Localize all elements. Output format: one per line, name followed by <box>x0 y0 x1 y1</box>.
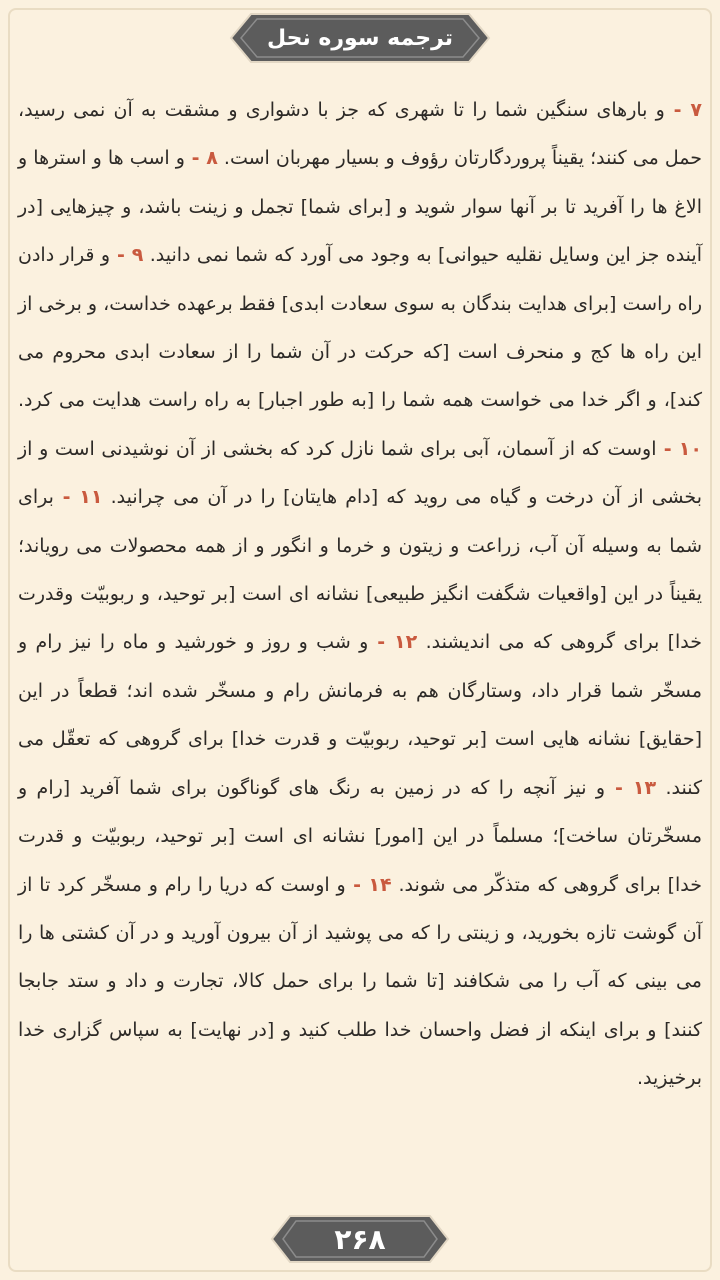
verse-separator: - <box>605 776 633 799</box>
verse-number: ۱۰ <box>678 437 702 460</box>
verse-text: و نیز آنچه را که در زمین به رنگ های گوناگون برای شما آفرید [رام و مسخّرتان ساخت]؛ مسلماً در این [امور] نشانه ای است [بر توحید، ربوبیّت و قدرت خدا] برای گروهی که متذکّر می شوند. <box>18 776 702 896</box>
verse-number: ۱۲ <box>394 631 418 654</box>
verse-number: ۱۳ <box>632 776 657 799</box>
verse-text: اوست که از آسمان، آبی برای شما نازل کرد که بخشی از آن نوشیدنی است و از بخشی از آن درخت و گیاه می روید که [دام هایتان] را در آن می چرانید. <box>18 437 702 509</box>
verse-text: و شب و روز و خورشید و ماه را نیز رام و مسخّر شما قرار داد، وستارگان هم به فرمانش رام و مسخّر شده اند؛ قطعاً در این [حقایق] نشانه هایی است [بر توحید، ربوبیّت و قدرت خدا] برای گروهی که تعقّل می کنند. <box>18 631 702 799</box>
verse-separator: - <box>664 99 691 121</box>
verse-separator: - <box>184 147 207 170</box>
verse-separator: - <box>110 244 132 267</box>
verse-separator: - <box>656 437 679 460</box>
translation-body <box>18 86 702 1103</box>
verse-separator: - <box>53 486 80 509</box>
page-number: ۲۶۸ <box>334 1222 386 1256</box>
verse-text: و اوست که دریا را رام و مسخّر کرد تا از آن گوشت تازه بخورید، و زینتی را که می پوشید از آن بیرون آورید و در آن کشتی ها را می بینی که آب را می شکافند [تا شما را برای حمل کالا، تجارت و داد و ستد جابجا کنند] و برای اینکه از فضل واحسان خدا طلب کنید و [در نهایت] به سپاس گزاری خدا برخیزید. <box>18 873 702 1090</box>
verse-number: ۹ <box>131 244 144 267</box>
page-number-badge <box>270 1214 450 1264</box>
verse-number: ۷ <box>690 99 702 121</box>
verse-separator: - <box>345 873 369 896</box>
verse-text: و اسب ها و استرها و الاغ ها را آفرید تا بر آنها سوار شوید و [برای شما] تجمل و زینت باشد، و چیزهایی [در آینده جز این وسایل نقلیه حیوانی] به وجود می آورد که شما نمی دانید. <box>18 147 702 267</box>
verse-text: برای شما به وسیله آن آب، زراعت و زیتون و خرما و انگور و از همه محصولات می رویاند؛ یقیناً در این [واقعیات شگفت انگیز طبیعی] نشانه ای است [بر توحید، و ربوبیّت وقدرت خدا] برای گروهی که می اندیشند. <box>18 486 703 654</box>
verse-text: و بارهای سنگین شما را تا شهری که جز با دشواری و مشقت به آن نمی رسید، حمل می کنند؛ یقیناً پروردگارتان رؤوف و بسیار مهربان است. <box>18 99 702 170</box>
surah-title-banner <box>229 12 491 64</box>
verse-text: و قرار دادن راه راست [برای هدایت بندگان به سوی سعادت ابدی] فقط برعهده خداست، و برخی از این راه ها کج و منحرف است [که حرکت در آن شما را از سعادت ابدی محروم می کند]، و اگر خدا می خواست همه شما را [به طور اجبار] به راه راست هدایت می کرد. <box>18 244 702 412</box>
verse-number: ۸ <box>206 147 218 170</box>
verse-separator: - <box>368 631 395 654</box>
verse-number: ۱۴ <box>368 873 392 896</box>
verse-number: ۱۱ <box>79 486 103 509</box>
page-title: ترجمه سوره نحل <box>266 25 454 51</box>
